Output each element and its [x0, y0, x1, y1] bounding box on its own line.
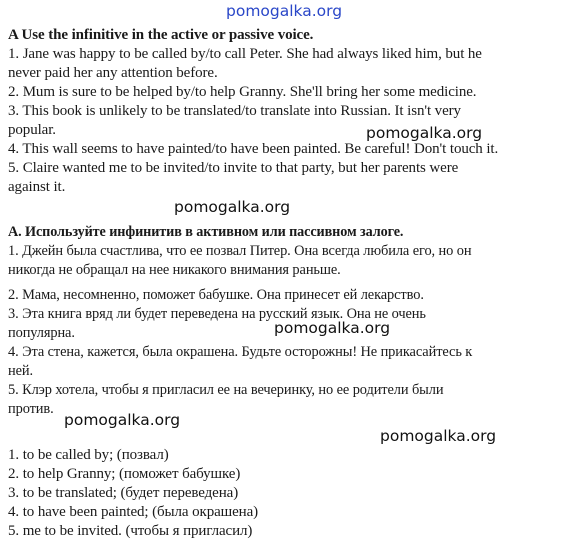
answer-line: 1. to be called by; (позвал): [8, 447, 169, 463]
translation-line: 1. Джейн была счастлива, что ее позвал Питер. Она всегда любила его, но он: [8, 243, 472, 259]
watermark-right-1: pomogalka.org: [366, 124, 483, 142]
translation-line: ней.: [8, 363, 33, 379]
exercise-line: 1. Jane was happy to be called by/to call Peter. She had always liked him, but he: [8, 46, 482, 62]
answer-line: 3. to be translated; (будет переведена): [8, 485, 239, 501]
section-russian: [8, 223, 560, 419]
answer-line: 4. to have been painted; (была окрашена): [8, 504, 259, 520]
watermark-center-1: pomogalka.org: [174, 198, 291, 216]
watermark-left: pomogalka.org: [64, 411, 181, 429]
translation-line: против.: [8, 401, 54, 417]
translation-line: 3. Эта книга вряд ли будет переведена на русский язык. Она не очень: [8, 306, 426, 322]
watermark-right-2: pomogalka.org: [380, 427, 497, 445]
section-english: [8, 26, 560, 197]
section-title-ru: А. Используйте инфинитив в активном или пассивном залоге.: [8, 224, 404, 240]
translation-line: никогда не обращал на нее никакого внимания раньше.: [8, 262, 341, 278]
exercise-line: never paid her any attention before.: [8, 65, 218, 81]
section-title-en: A Use the infinitive in the active or passive voice.: [8, 27, 314, 43]
answer-line: 2. to help Granny; (поможет бабушке): [8, 466, 241, 482]
document-body: [8, 26, 560, 541]
translation-line: популярна.: [8, 325, 75, 341]
answer-line: 5. me to be invited. (чтобы я пригласил): [8, 523, 253, 539]
answers-list: [8, 446, 560, 541]
translation-line: 5. Клэр хотела, чтобы я пригласил ее на вечеринку, но ее родители были: [8, 382, 444, 398]
exercise-line: 4. This wall seems to have painted/to have been painted. Be careful! Don't touch it.: [8, 141, 499, 157]
exercise-line: 3. This book is unlikely to be translated/to translate into Russian. It isn't very: [8, 103, 461, 119]
exercise-line: against it.: [8, 179, 66, 195]
watermark-top: pomogalka.org: [226, 2, 343, 20]
exercise-line: 5. Claire wanted me to be invited/to invite to that party, but her parents were: [8, 160, 459, 176]
translation-line: 4. Эта стена, кажется, была окрашена. Будьте осторожны! Не прикасайтесь к: [8, 344, 473, 360]
exercise-line: 2. Mum is sure to be helped by/to help Granny. She'll bring her some medicine.: [8, 84, 477, 100]
exercise-line: popular.: [8, 122, 56, 138]
watermark-center-2: pomogalka.org: [274, 319, 391, 337]
translation-line: 2. Мама, несомненно, поможет бабушке. Она принесет ей лекарство.: [8, 287, 424, 303]
